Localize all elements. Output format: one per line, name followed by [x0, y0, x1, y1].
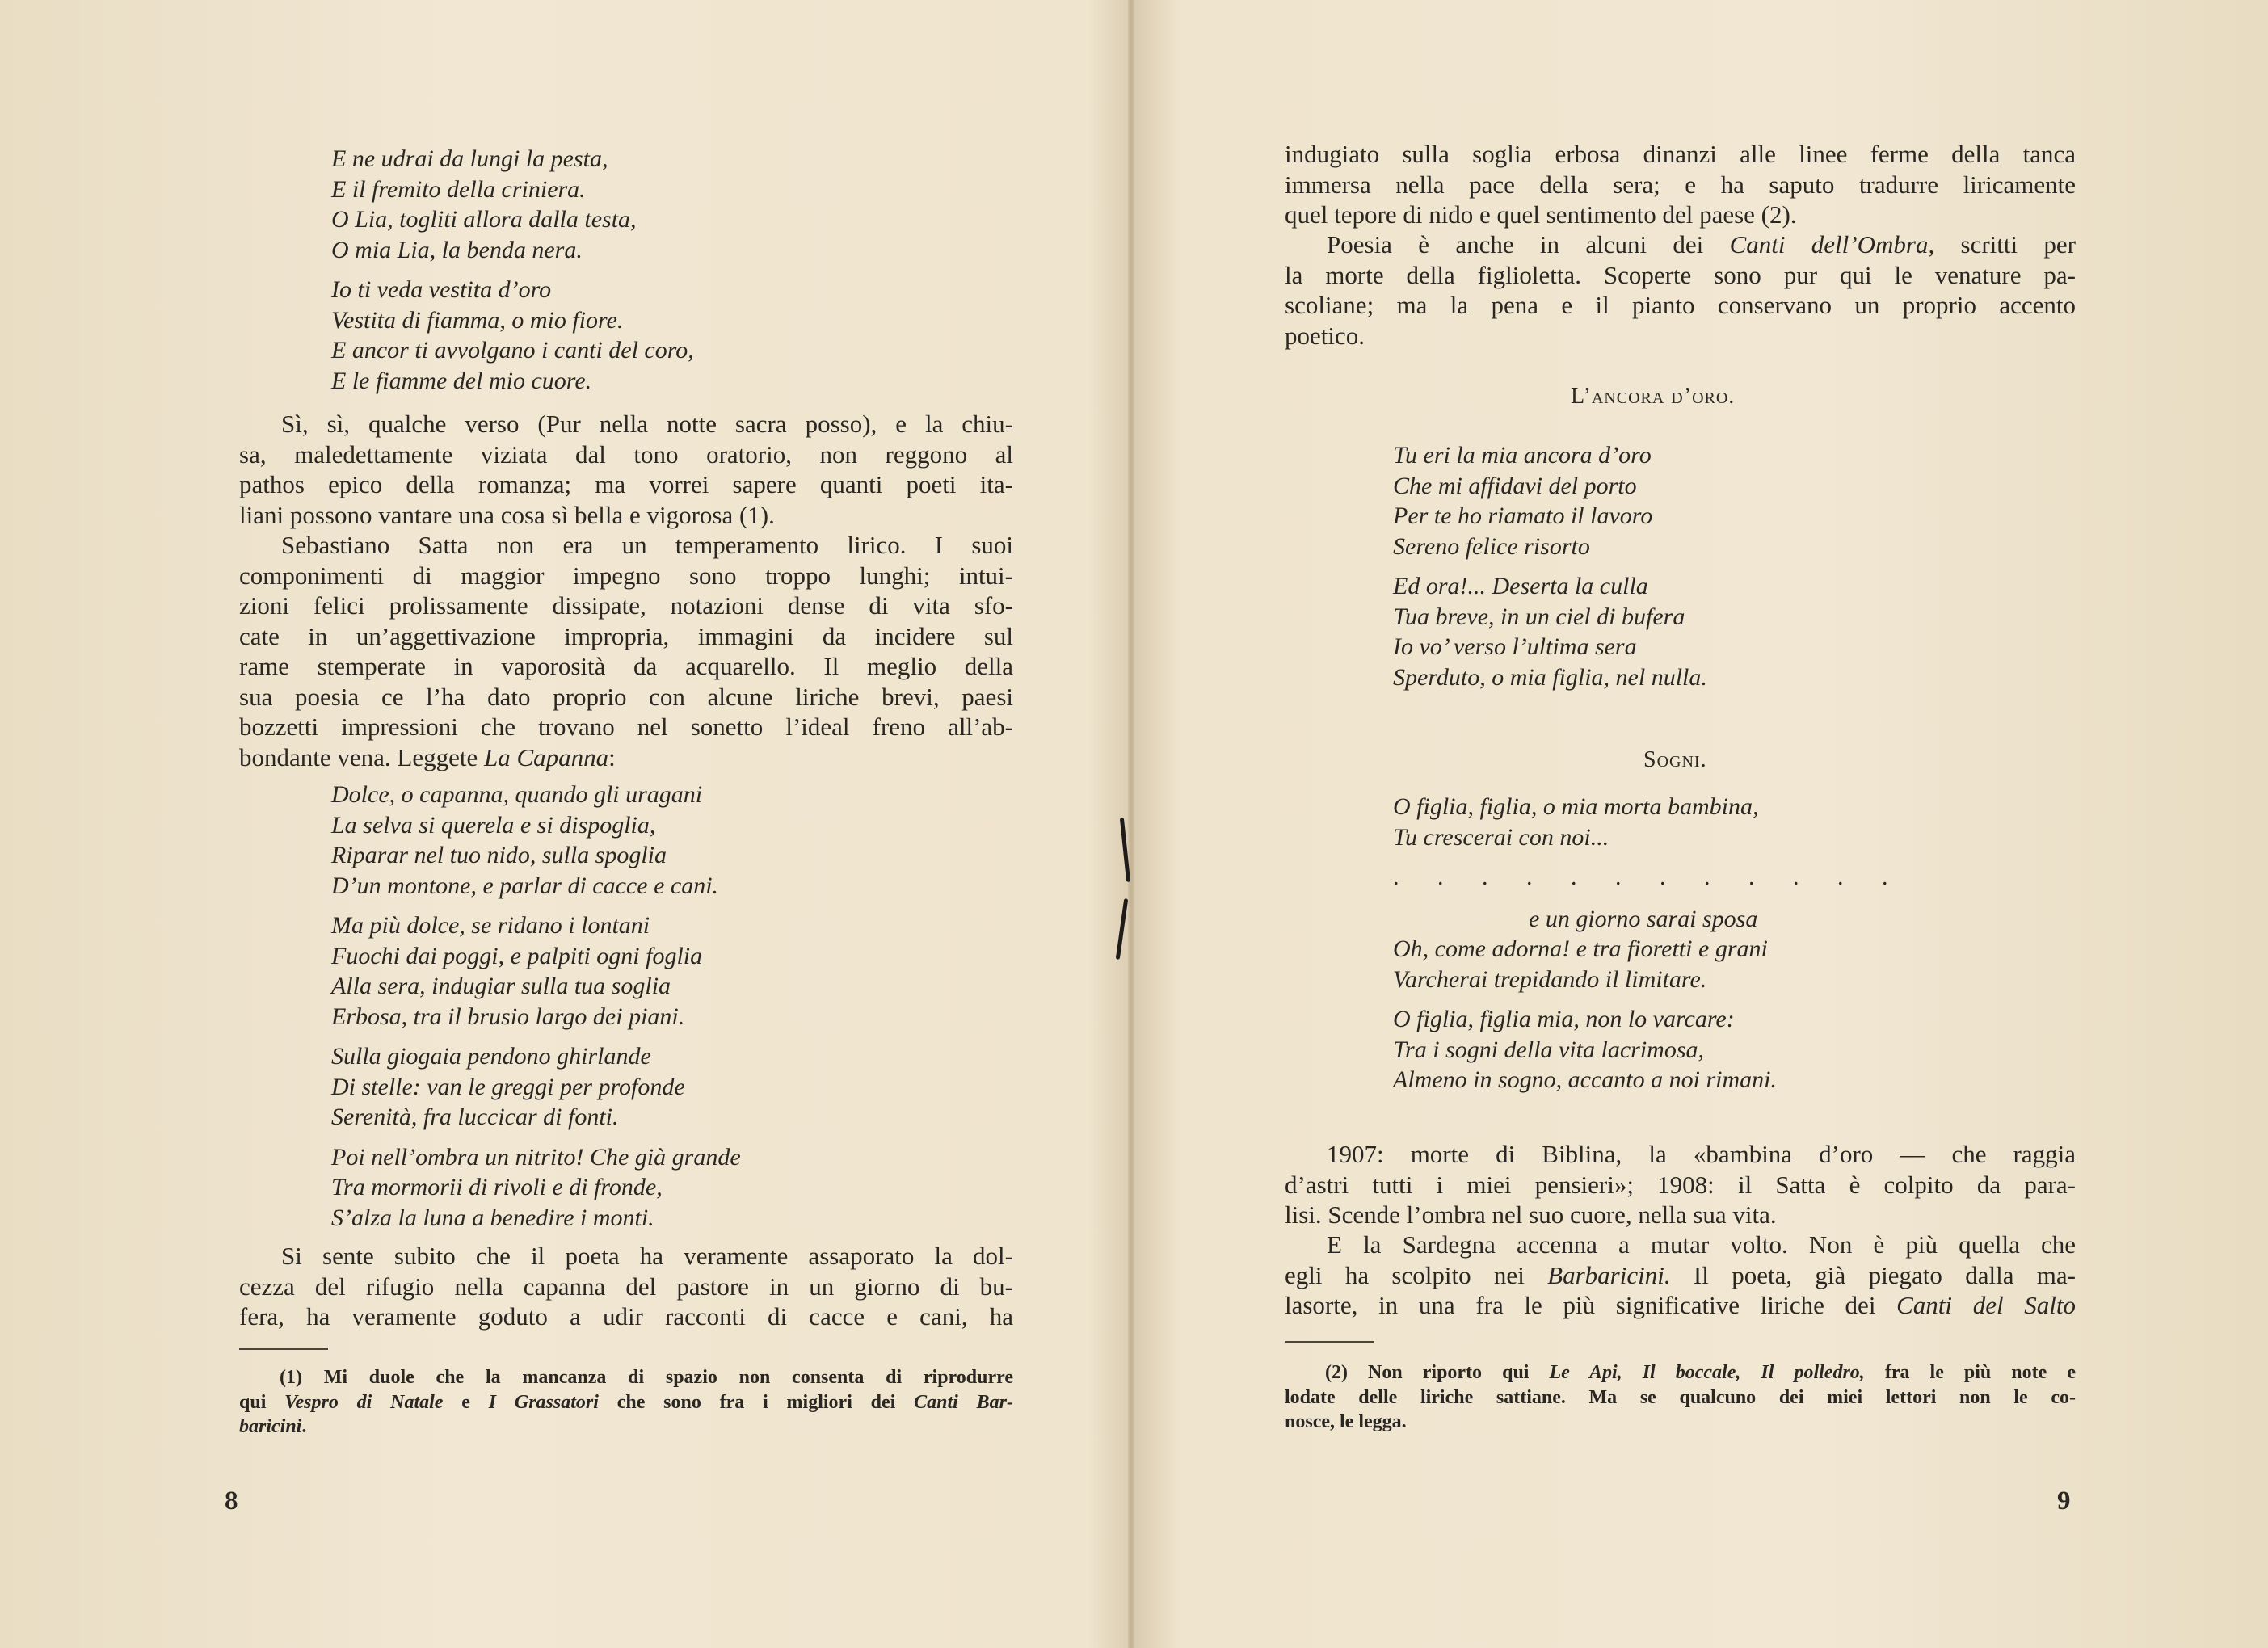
- text-line: bozzetti impressioni che trovano nel sonetto l’ideal freno all’ab-: [239, 713, 1013, 741]
- verse-line: O Lia, togliti allora dalla testa,: [331, 206, 637, 233]
- verse-line: Tua breve, in un ciel di bufera: [1393, 603, 1685, 630]
- verse-excerpt: [331, 144, 694, 406]
- left-paragraph-3: [239, 1241, 1013, 1332]
- verse-line: Sereno felice risorto: [1393, 532, 1590, 560]
- left-page: [0, 0, 1128, 1648]
- verse-line: Erbosa, tra il brusio largo dei piani.: [331, 1003, 685, 1030]
- verse-line: Io vo’ verso l’ultima sera: [1393, 633, 1637, 660]
- verse-line: Riparar nel tuo nido, sulla spoglia: [331, 842, 667, 868]
- ellipsis-dots: . . . . . . . . . . . .: [1393, 864, 1904, 890]
- capanna-stanza: [331, 1142, 741, 1234]
- text-line: pathos epico della romanza; ma vorrei sapere quanti poeti ita-: [239, 470, 1013, 498]
- verse-line: Di stelle: van le greggi per profonde: [331, 1073, 685, 1100]
- verse-line: Tra mormorii di rivoli e di fronde,: [331, 1174, 663, 1200]
- left-paragraph-1: [239, 409, 1013, 530]
- verse-line: E il fremito della criniera.: [331, 175, 586, 203]
- ancora-stanza: [1393, 440, 1707, 561]
- text-line: zioni felici prolissamente dissipate, notazioni dense di vita sfo-: [239, 591, 1013, 620]
- verse-stanza: [331, 144, 694, 265]
- text-line: Sì, sì, qualche verso (Pur nella notte sacra posso), e la chiu-: [281, 410, 1013, 438]
- text-line: rame stemperate in vaporosità da acquarello. Il meglio della: [239, 652, 1013, 680]
- page-number: 8: [225, 1486, 238, 1516]
- poem-title-sogni: Sogni.: [1643, 747, 1707, 772]
- verse-line: O figlia, figlia mia, non lo varcare:: [1393, 1006, 1735, 1032]
- footnote-rule: [1285, 1341, 1374, 1343]
- verse-line: Per te ho riamato il lavoro: [1393, 502, 1653, 529]
- verse-line: Alla sera, indugiar sulla tua soglia: [331, 973, 671, 999]
- footnote-1: (1) Mi duole che la mancanza di spazio non consenta di riprodurre qui Vespro di Natale e I Grassatori che sono fra i migliori dei Canti Bar- baricini.: [239, 1367, 1013, 1437]
- verse-line: Tu eri la mia ancora d’oro: [1393, 442, 1652, 469]
- footnote-rule: [239, 1348, 328, 1350]
- text-line: liani possono vantare una cosa sì bella e vigorosa (1).: [239, 500, 775, 529]
- text-line: immersa nella pace della sera; e ha saputo tradurre liricamente: [1285, 170, 2076, 199]
- text-line: Sebastiano Satta non era un temperamento lirico. I suoi: [281, 531, 1013, 559]
- text-line: 1907: morte di Biblina, la «bambina d’oro — che raggia: [1327, 1140, 2076, 1168]
- text-line: d’astri tutti i miei pensieri»; 1908: il Satta è colpito da para-: [1285, 1170, 2076, 1199]
- verse-line: Serenità, fra luccicar di fonti.: [331, 1104, 619, 1130]
- text-line: sua poesia ce l’ha dato proprio con alcune liriche brevi, paesi: [239, 682, 1013, 711]
- left-paragraph-2: [239, 530, 1013, 772]
- verse-line: Vestita di fiamma, o mio fiore.: [331, 306, 624, 334]
- verse-line: O figlia, figlia, o mia morta bambina,: [1393, 793, 1759, 820]
- right-paragraph-4: E la Sardegna accenna a mutar volto. Non è più quella che egli ha scolpito nei Barbaricini. Il poeta, già piegato dalla ma- lasorte, in una fra le più significative liriche dei Canti del Salto: [1285, 1230, 2077, 1319]
- verse-line: Ma più dolce, se ridano i lontani: [331, 912, 650, 939]
- capanna-stanza: [331, 1041, 741, 1133]
- verse-line: E ancor ti avvolgano i canti del coro,: [331, 337, 694, 364]
- book-gutter: [1128, 0, 1134, 1648]
- right-page: [1134, 0, 2268, 1648]
- verse-line: D’un montone, e parlar di cacce e cani.: [331, 872, 719, 899]
- verse-line: Dolce, o capanna, quando gli uragani: [331, 781, 703, 808]
- paragraph-last-line: bondante vena. Leggete La Capanna:: [239, 742, 616, 771]
- poem-ancora-doro: [1393, 440, 1707, 702]
- poem-sogni: O figlia, figlia, o mia morta bambina, Tu crescerai con noi... . . . . . . . . . . . . e un giorno sarai sposa Oh, come adorna! e tra fioretti e grani Varcherai trepidando il limitare. O figlia, figlia mia, non lo varcare: Tra i sogni della vita lacrimosa, Almeno in sogno, accanto a noi rimani.: [1393, 792, 1904, 1105]
- verse-line: Almeno in sogno, accanto a noi rimani.: [1393, 1066, 1777, 1093]
- verse-line: Tu crescerai con noi...: [1393, 823, 1609, 851]
- verse-line: Varcherai trepidando il limitare.: [1393, 965, 1707, 993]
- footnote-2: (2) Non riporto qui Le Api, Il boccale, Il polledro, fra le più note e lodate delle liriche sattiane. Ma se qualcuno dei miei lettori non le co- nosce, le legga.: [1285, 1362, 2076, 1432]
- poem-title-ancora-doro: L’ancora d’oro.: [1571, 384, 1736, 409]
- verse-line: Oh, come adorna! e tra fioretti e grani: [1393, 935, 1768, 962]
- capanna-stanza: [331, 910, 741, 1032]
- right-paragraph-3: [1285, 1139, 2076, 1230]
- right-paragraph-1: [1285, 139, 2076, 230]
- verse-line: Io ti veda vestita d’oro: [331, 276, 552, 303]
- verse-line: Poi nell’ombra un nitrito! Che già grande: [331, 1143, 741, 1171]
- text-line: cate in un’aggettivazione impropria, immagini da incidere sul: [239, 621, 1013, 650]
- ancora-stanza: [1393, 571, 1707, 692]
- verse-line: Che mi affidavi del porto: [1393, 472, 1637, 499]
- verse-line: Fuochi dai poggi, e palpiti ogni foglia: [331, 942, 703, 969]
- verse-line: O mia Lia, la benda nera.: [331, 236, 583, 263]
- verse-line: Sperduto, o mia figlia, nel nulla.: [1393, 663, 1707, 691]
- verse-line: La selva si querela e si dispoglia,: [331, 811, 656, 839]
- text-line: quel tepore di nido e quel sentimento del paese (2).: [1285, 200, 1797, 229]
- verse-line: Tra i sogni della vita lacrimosa,: [1393, 1036, 1705, 1063]
- verse-line: E le fiamme del mio cuore.: [331, 367, 592, 394]
- capanna-stanza: [331, 780, 741, 901]
- page-number: 9: [2057, 1486, 2071, 1516]
- text-line: componimenti di maggior impegno sono troppo lunghi; intui-: [239, 561, 1013, 590]
- verse-stanza: [331, 275, 694, 396]
- verse-line: S’alza la luna a benedire i monti.: [331, 1204, 654, 1231]
- right-paragraph-2: Poesia è anche in alcuni dei Canti dell’Ombra, scritti per la morte della figlioletta. Scoperte sono pur qui le venature pa- scoliane; ma la pena e il pianto conservano un proprio accento poetico.: [1285, 230, 2077, 350]
- text-line: cezza del rifugio nella capanna del pastore in un giorno di bu-: [239, 1272, 1013, 1301]
- text-line: sa, maledettamente viziata dal tono oratorio, non reggono al: [239, 439, 1013, 469]
- verse-line: Sulla giogaia pendono ghirlande: [331, 1043, 651, 1070]
- text-line: Si sente subito che il poeta ha veramente assaporato la dol-: [281, 1242, 1013, 1270]
- verse-line: E ne udrai da lungi la pesta,: [331, 145, 608, 172]
- text-line: indugiato sulla soglia erbosa dinanzi alle linee ferme della tanca: [1285, 140, 2076, 168]
- poem-la-capanna: [331, 780, 741, 1242]
- text-line: lisi. Scende l’ombra nel suo cuore, nella sua vita.: [1285, 1200, 1777, 1229]
- verse-line: Ed ora!... Deserta la culla: [1393, 573, 1648, 599]
- text-line: fera, ha veramente goduto a udir racconti di cacce e cani, ha: [239, 1302, 1013, 1331]
